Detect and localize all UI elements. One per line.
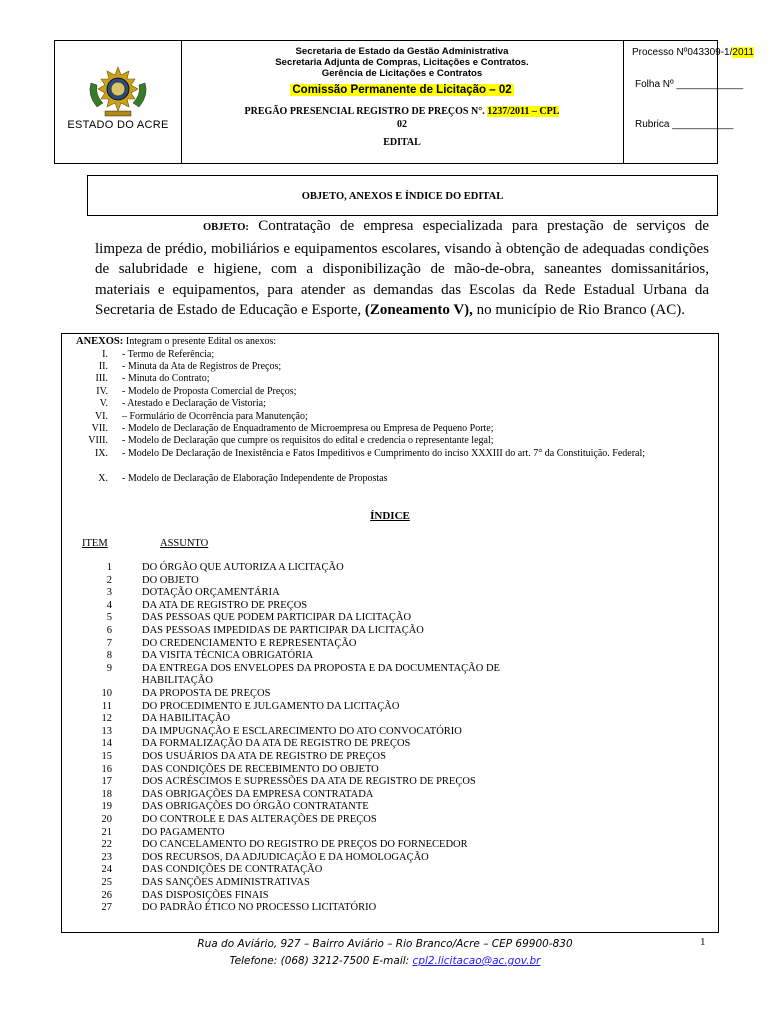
footer-address: Rua do Aviário, 927 – Bairro Aviário – Rio Branco/Acre – CEP 69900-830 bbox=[197, 938, 573, 950]
rubrica-field: Rubrica ___________ bbox=[635, 119, 734, 130]
anexo-number: VIII. bbox=[88, 435, 108, 446]
indice-item-number: 15 bbox=[101, 751, 112, 762]
indice-item-number: 10 bbox=[101, 688, 112, 699]
pregao-prefix: PREGÃO PRESENCIAL REGISTRO DE PREÇOS N°. bbox=[244, 106, 488, 117]
indice-item-subject: DOS ACRÉSCIMOS E SUPRESSÕES DA ATA DE REGISTRO DE PREÇOS bbox=[142, 776, 476, 788]
indice-item-number: 25 bbox=[101, 877, 112, 888]
indice-item-subject: DO CREDENCIAMENTO E REPRESENTAÇÃO bbox=[142, 637, 357, 649]
anexo-number: X. bbox=[98, 473, 108, 484]
header-right bbox=[623, 41, 754, 163]
indice-item-subject: DAS CONDIÇÕES DE RECEBIMENTO DO OBJETO bbox=[142, 763, 379, 775]
footer bbox=[0, 936, 770, 970]
anexo-number: II. bbox=[98, 361, 108, 372]
indice-item-number: 17 bbox=[101, 776, 112, 788]
indice-item-number: 4 bbox=[106, 599, 112, 611]
indice-item-subject: DAS PESSOAS IMPEDIDAS DE PARTICIPAR DA LICITAÇÃO bbox=[142, 625, 424, 636]
edital-label: EDITAL bbox=[383, 137, 421, 148]
state-label: ESTADO DO ACRE bbox=[67, 119, 169, 131]
objeto-paragraph bbox=[95, 216, 709, 321]
anexo-number: IV. bbox=[96, 386, 108, 397]
indice-item-subject: DA FORMALIZAÇÃO DA ATA DE REGISTRO DE PREÇOS bbox=[142, 738, 411, 750]
org-line-1: Secretaria de Estado da Gestão Administrativa bbox=[295, 46, 509, 57]
indice-item-number: 16 bbox=[101, 763, 112, 775]
processo-number bbox=[632, 47, 754, 58]
indice-item-subject: DOS USUÁRIOS DA ATA DE REGISTRO DE PREÇOS bbox=[142, 751, 386, 762]
anexo-number: V. bbox=[99, 398, 108, 409]
indice-item-subject: DA ENTREGA DOS ENVELOPES DA PROPOSTA E DA DOCUMENTAÇÃO DE HABILITAÇÃO bbox=[142, 662, 500, 687]
indice-item-number: 18 bbox=[101, 788, 112, 800]
indice-item-subject: DOS RECURSOS, DA ADJUDICAÇÃO E DA HOMOLOGAÇÃO bbox=[142, 851, 429, 863]
indice-item-subject: DAS PESSOAS QUE PODEM PARTICIPAR DA LICITAÇÃO bbox=[142, 612, 412, 624]
anexo-number: VI. bbox=[94, 411, 108, 422]
processo-year: 2011 bbox=[732, 47, 754, 58]
indice-item-subject: DOTAÇÃO ORÇAMENTÁRIA bbox=[142, 587, 280, 599]
indice-item-subject: DA IMPUGNAÇÃO E ESCLARECIMENTO DO ATO CONVOCATÓRIO bbox=[142, 725, 462, 737]
section-title: OBJETO, ANEXOS E ÍNDICE DO EDITAL bbox=[87, 175, 718, 216]
org-line-3: Gerência de Licitações e Contratos bbox=[321, 68, 483, 79]
anexo-text: – Formulário de Ocorrência para Manutenção; bbox=[122, 411, 308, 422]
anexo-text: - Modelo de Declaração de Enquadramento de Microempresa ou Empresa de Pequeno Porte; bbox=[122, 423, 494, 434]
folha-field: Folha Nº ____________ bbox=[635, 79, 744, 90]
indice-item-subject: DO CONTROLE E DAS ALTERAÇÕES DE PREÇOS bbox=[142, 814, 377, 825]
logo-cell bbox=[55, 41, 182, 163]
indice-item-subject: DAS DISPOSIÇÕES FINAIS bbox=[142, 889, 269, 901]
indice-item-subject: DO PAGAMENTO bbox=[142, 826, 225, 838]
indice-item-subject: DA ATA DE REGISTRO DE PREÇOS bbox=[142, 599, 308, 611]
pregao-number: 1237/2011 – CPL bbox=[487, 106, 560, 117]
objeto-label: OBJETO: bbox=[203, 222, 249, 233]
anexo-text: - Modelo de Declaração que cumpre os requisitos do edital e credencia o representante legal; bbox=[122, 435, 494, 446]
indice-item-number: 5 bbox=[106, 612, 112, 624]
indice-item-number: 9 bbox=[106, 662, 112, 674]
indice-item-number: 8 bbox=[106, 650, 112, 662]
indice-title: ÍNDICE bbox=[370, 510, 410, 522]
indice-item-number: 24 bbox=[101, 864, 112, 876]
anexo-text: - Atestado e Declaração de Vistoria; bbox=[122, 398, 266, 409]
anexo-text: - Minuta da Ata de Registros de Preços; bbox=[122, 361, 282, 372]
pregao-suffix: 02 bbox=[397, 119, 407, 130]
objeto-text: Contratação de empresa especializada para prestação de serviços de limpeza de prédio, mobiliários e equipamentos escolares, visando à obtenção de adequadas condições de salubridade e higiene, com a disponibilização de mão-de-obra, saneantes domissanitários, materiais e equipamentos, para atender as demandas das Escolas da Rede Estadual Urbana da Secretaria de Estado de Educação e Esporte, bbox=[95, 218, 710, 319]
footer-phone: Telefone: (068) 3212-7500 E-mail: bbox=[229, 955, 413, 967]
indice-item-number: 14 bbox=[101, 738, 112, 750]
indice-item-number: 27 bbox=[101, 902, 112, 914]
header-center bbox=[181, 41, 624, 163]
anexo-text: - Modelo De Declaração de Inexistência e Fatos Impeditivos e Cumprimento do inciso XXXIII do art. 7° da Constituição. Federal; bbox=[122, 448, 646, 459]
indice-item-subject: DO PADRÃO ÉTICO NO PROCESSO LICITATÓRIO bbox=[142, 902, 377, 914]
indice-item-number: 19 bbox=[101, 801, 112, 813]
anexos-label: ANEXOS: bbox=[76, 336, 124, 347]
anexo-number: VII. bbox=[91, 423, 108, 434]
indice-item-number: 21 bbox=[101, 826, 112, 838]
indice-item-subject: DO OBJETO bbox=[142, 574, 199, 586]
indice-item-subject: DA VISITA TÉCNICA OBRIGATÓRIA bbox=[142, 650, 314, 662]
document-header bbox=[54, 40, 754, 164]
commission-title: Comissão Permanente de Licitação – 02 bbox=[292, 84, 512, 96]
indice-item-number: 2 bbox=[106, 574, 112, 586]
indice-item-number: 13 bbox=[101, 725, 112, 737]
indice-item-number: 20 bbox=[101, 814, 112, 825]
anexos-header bbox=[76, 336, 276, 347]
indice-item-number: 7 bbox=[106, 637, 112, 649]
indice-item-subject: DAS OBRIGAÇÕES DO ÓRGÃO CONTRATANTE bbox=[142, 801, 369, 813]
indice-item-subject: DAS OBRIGAÇÕES DA EMPRESA CONTRATADA bbox=[142, 788, 374, 800]
col-header-assunto: ASSUNTO bbox=[160, 538, 209, 549]
anexo-text: - Termo de Referência; bbox=[122, 349, 215, 360]
indice-item-number: 23 bbox=[101, 851, 112, 863]
indice-item-number: 26 bbox=[101, 889, 112, 901]
anexo-number: III. bbox=[95, 373, 108, 384]
indice-item-subject: DAS SANÇÕES ADMINISTRATIVAS bbox=[142, 877, 310, 888]
pregao-title bbox=[181, 105, 623, 131]
objeto-text-end: no município de Rio Branco (AC). bbox=[476, 302, 685, 319]
indice-item-subject: DO ÓRGÃO QUE AUTORIZA A LICITAÇÃO bbox=[142, 562, 344, 573]
page-number: 1 bbox=[700, 936, 706, 948]
indice-item-subject: DO CANCELAMENTO DO REGISTRO DE PREÇOS DO FORNECEDOR bbox=[142, 839, 468, 851]
indice-item-number: 1 bbox=[106, 562, 112, 573]
indice-item-number: 3 bbox=[106, 587, 112, 599]
indice-item-subject: DAS CONDIÇÕES DE CONTRATAÇÃO bbox=[142, 864, 323, 876]
anexo-text: - Modelo de Declaração de Elaboração Independente de Propostas bbox=[122, 473, 388, 484]
state-coat-of-arms-icon bbox=[85, 63, 151, 121]
anexo-number: IX. bbox=[94, 448, 108, 459]
indice-item-number: 22 bbox=[101, 839, 112, 851]
anexos-indice-box bbox=[61, 333, 719, 933]
col-header-item: ITEM bbox=[82, 538, 108, 549]
objeto-zoneamento: (Zoneamento V), bbox=[364, 302, 473, 319]
indice-item-number: 11 bbox=[101, 700, 112, 712]
anexo-text: - Minuta do Contrato; bbox=[122, 373, 210, 384]
processo-prefix: Processo Nº043309-1/ bbox=[632, 47, 733, 58]
org-line-2: Secretaria Adjunta de Compras, Licitações e Contratos. bbox=[275, 57, 529, 68]
footer-contact bbox=[0, 953, 770, 970]
anexos-intro: Integram o presente Edital os anexos: bbox=[125, 336, 277, 347]
indice-item-subject: DA HABILITAÇÃO bbox=[142, 713, 231, 725]
indice-item-number: 6 bbox=[106, 625, 112, 636]
indice-item-subject: DO PROCEDIMENTO E JULGAMENTO DA LICITAÇÃO bbox=[142, 700, 400, 712]
indice-item-number: 12 bbox=[101, 713, 112, 725]
footer-email-link[interactable]: cpl2.licitacao@ac.gov.br bbox=[412, 955, 541, 967]
anexo-number: I. bbox=[102, 349, 108, 360]
indice-item-subject: DA PROPOSTA DE PREÇOS bbox=[142, 688, 271, 699]
anexo-text: - Modelo de Proposta Comercial de Preços; bbox=[122, 386, 297, 397]
